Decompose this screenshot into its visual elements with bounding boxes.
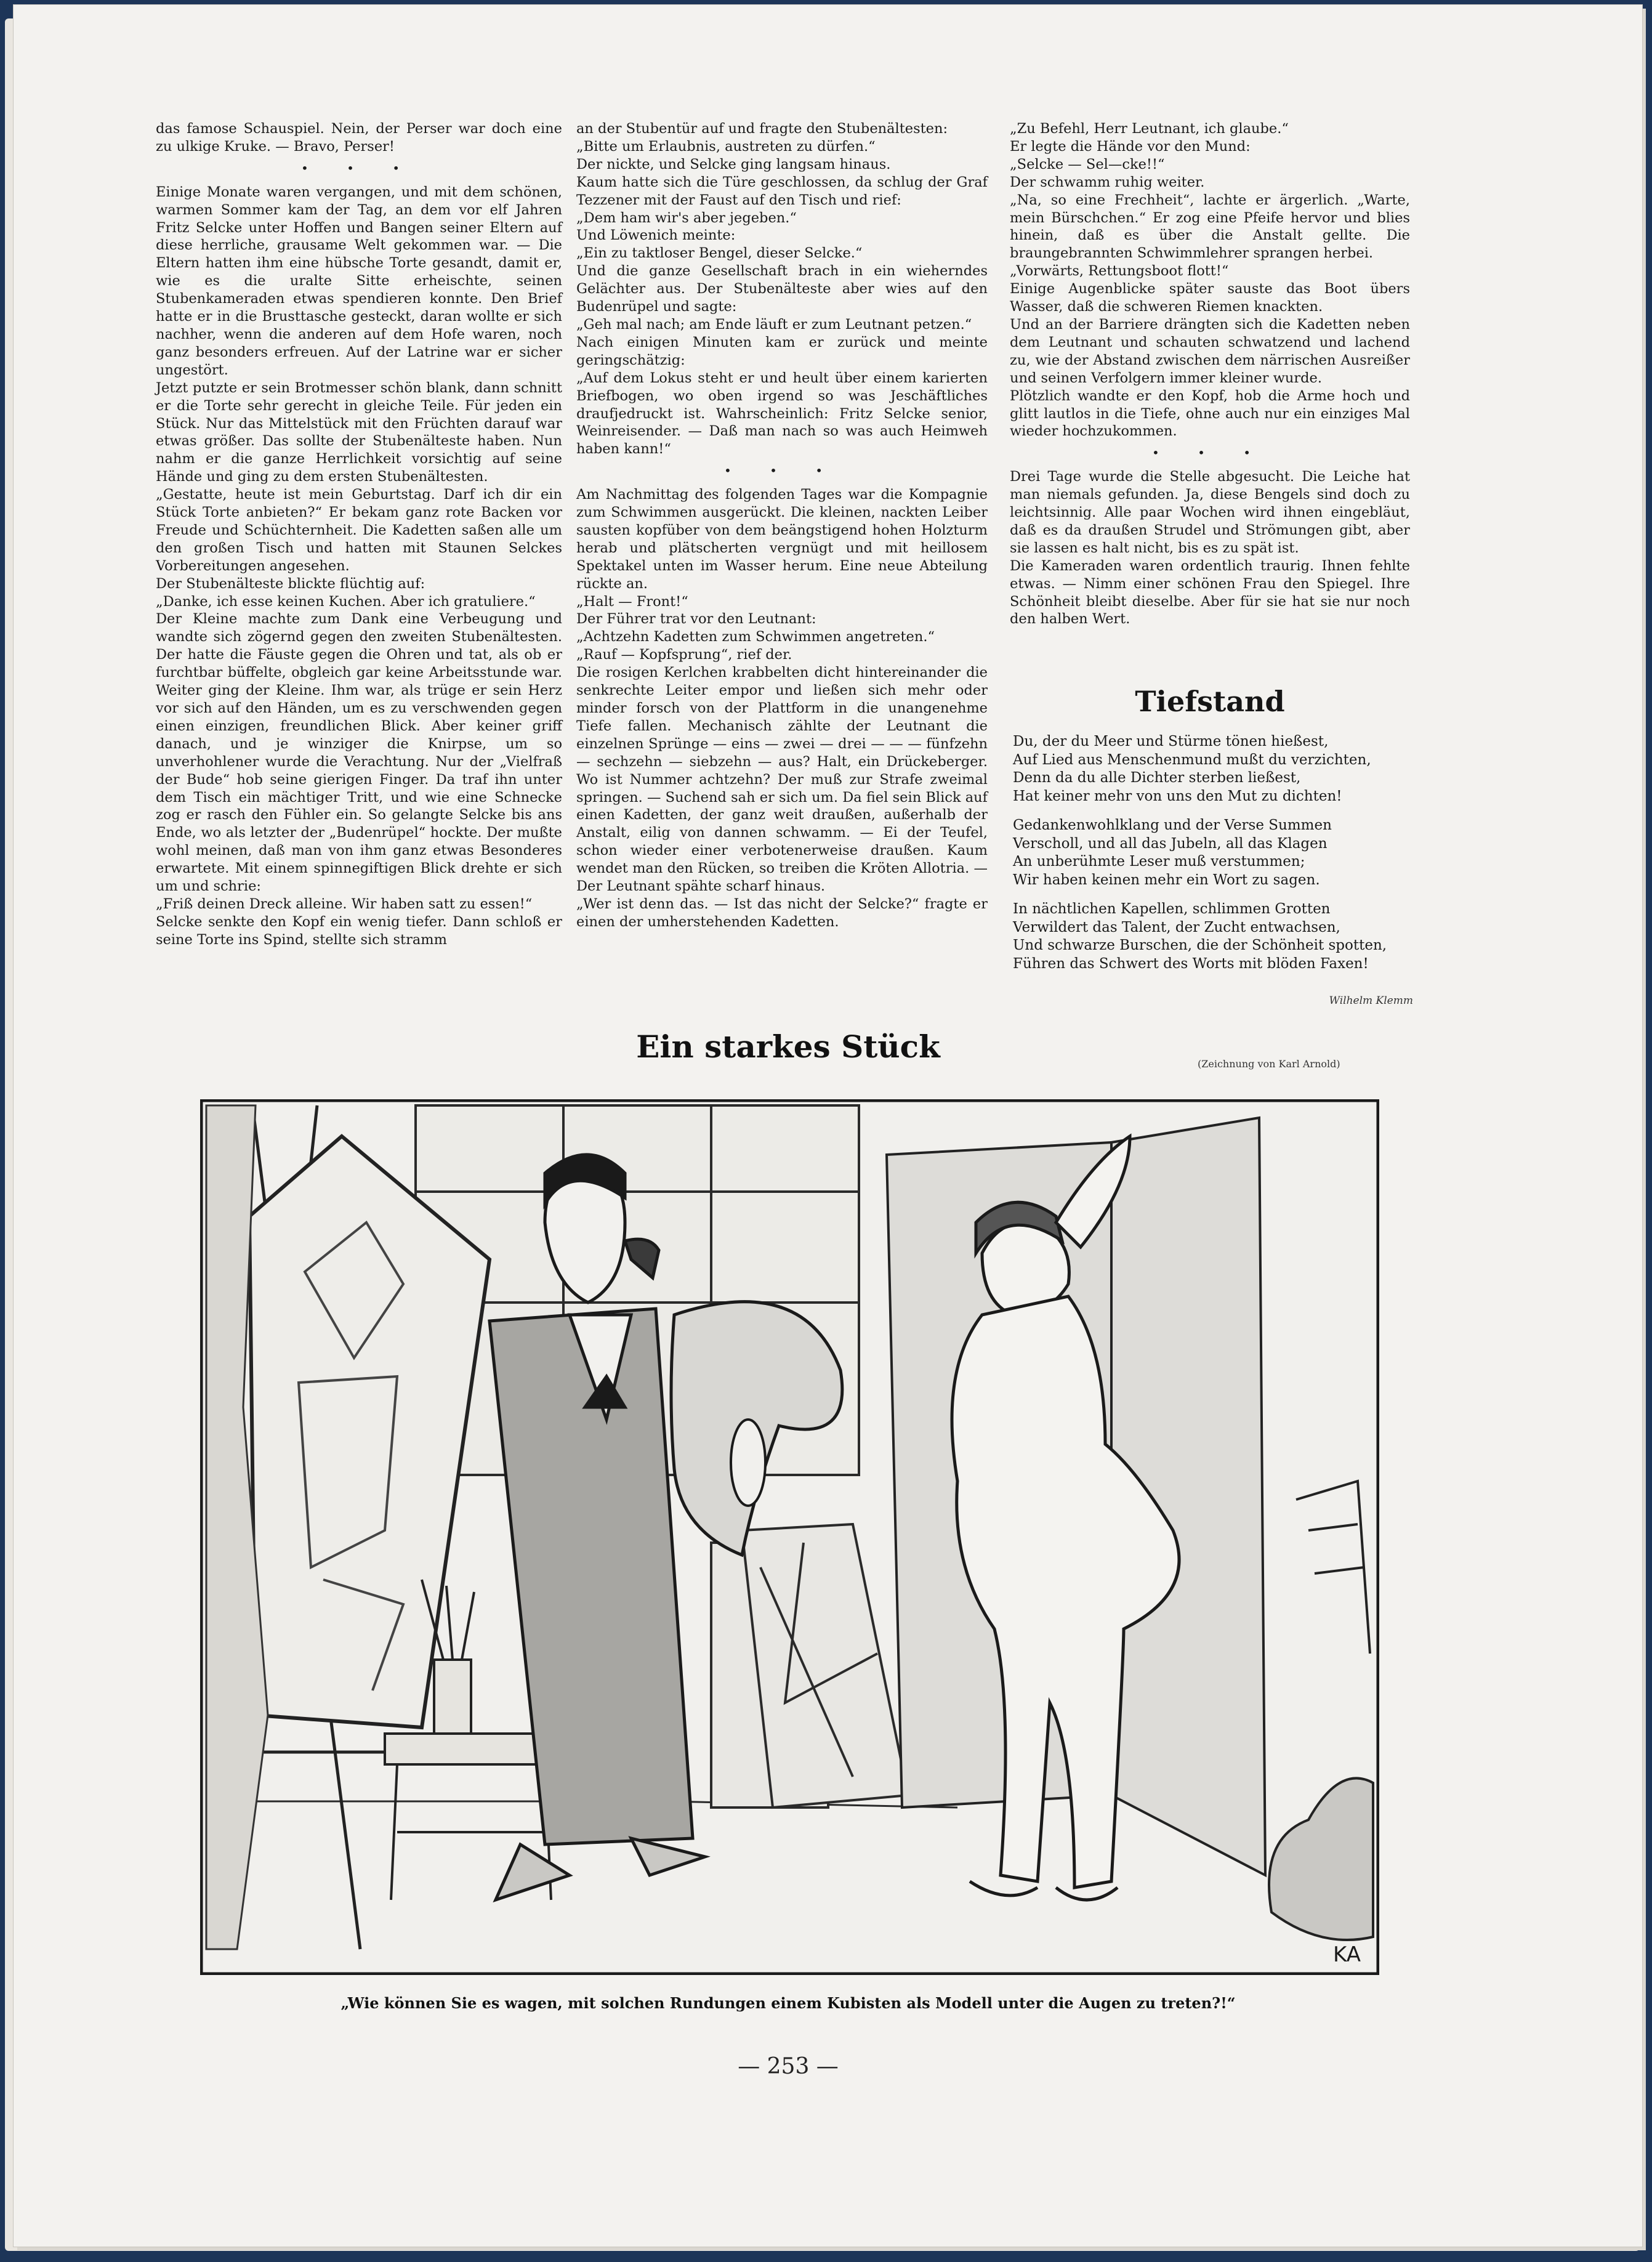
paragraph: Und an der Barriere drängten sich die Kadetten neben dem Leutnant und schauten schwatzend und lachend zu, wie der Abstand zwischen dem närrischen Ausreißer und seinen Verfolgern immer kleiner wurde.: [1010, 316, 1410, 386]
paragraph: Jetzt putzte er sein Brotmesser schön blank, dann schnitt er die Torte sehr gerecht in gleiche Teile. Für jeden ein Stück. Nur das Mittelstück mit den Früchten darauf war etwas größer. Das sollte der Stubenälteste haben. Nun nahm er die ganze Herrlichkeit vorsichtig auf seine Hände und ging zu dem ersten Stubenältesten.: [156, 379, 562, 485]
paragraph: das famose Schauspiel. Nein, der Perser war doch eine zu ulkige Kruke. — Bravo, Perser!: [156, 121, 562, 155]
poem-line: Führen das Schwert des Worts mit blöden Faxen!: [1013, 955, 1369, 972]
paragraph: Drei Tage wurde die Stelle abgesucht. Die Leiche hat man niemals gefunden. Ja, diese Bengels sind doch zu leichtsinnig. Alle paar Wochen wird ihnen eingebläut, daß es da draußen Strudel und Strömungen gibt, aber sie lassen es halt nicht, bis es zu spät ist.: [1010, 469, 1410, 556]
cartoon-illustration: [200, 1099, 1379, 1975]
paragraph: Einige Monate waren vergangen, und mit dem schönen, warmen Sommer kam der Tag, an dem vor elf Jahren Fritz Selcke unter Hoffen und Bangen seiner Eltern auf diese herrliche, grausame Welt gekommen war. — Die Eltern hatten ihm eine hübsche Torte gesandt, damit er, wie es die uralte Sitte erheischte, seinen Stubenkameraden etwas spendieren konnte. Den Brief hatte er in die Brusttasche gesteckt, daran wollte er sich nachher, wenn die anderen auf dem Hofe waren, noch ganz besonders erfreuen. Auf der Latrine war er sicher ungestört.: [156, 184, 562, 378]
paragraph: Die Kameraden waren ordentlich traurig. Ihnen fehlte etwas. — Nimm einer schönen Frau den Spiegel. Ihre Schönheit bleibt dieselbe. Aber für sie hat sie nur noch den halben Wert.: [1010, 557, 1410, 628]
poem: [1013, 733, 1412, 984]
poem-line: Wir haben keinen mehr ein Wort zu sagen.: [1013, 871, 1320, 888]
paragraph: „Achtzehn Kadetten zum Schwimmen angetreten.“: [576, 629, 935, 645]
paragraph: Der nickte, und Selcke ging langsam hinaus.: [576, 156, 891, 172]
cartoon-title: Ein starkes Stück: [636, 1028, 940, 1065]
paragraph: Der Führer trat vor den Leutnant:: [576, 611, 816, 628]
paragraph: „Halt — Front!“: [576, 593, 688, 610]
paragraph: „Danke, ich esse keinen Kuchen. Aber ich gratuliere.“: [156, 593, 536, 610]
poem-line: Verwildert das Talent, der Zucht entwachsen,: [1013, 919, 1340, 935]
paragraph: Der Kleine machte zum Dank eine Verbeugung und wandte sich zögernd gegen den zweiten Stubenältesten. Der hatte die Fäuste gegen die Ohren und tat, als ob er furchtbar büffelte, obgleich gar keine Arbeitsstunde war. Weiter ging der Kleine. Ihm war, als trüge er sein Herz vor sich auf den Händen, um es zu verschwenden gegen einen einzigen, freundlichen Blick. Aber keiner griff danach, und je winziger die Knirpse, um so unverhohlener wurde die Verachtung. Nur der „Vielfraß der Bude“ hob seine gierigen Finger. Da traf ihn unter dem Tisch ein mächtiger Tritt, und wie eine Schnecke zog er rasch den Fühler ein. So gelangte Selcke bis ans Ende, wo als letzter der „Budenrüpel“ hockte. Der mußte wohl meinen, daß man von ihm ganz etwas Besonderes erwartete. Mit einem spinnegiftigen Blick drehte er sich um und schrie:: [156, 611, 562, 895]
poem-line: In nächtlichen Kapellen, schlimmen Grotten: [1013, 901, 1331, 917]
poem-line: Verscholl, und all das Jubeln, all das Klagen: [1013, 835, 1328, 852]
paragraph: Und die ganze Gesellschaft brach in ein wieherndes Gelächter aus. Der Stubenälteste aber wies auf den Budenrüpel und sagte:: [576, 263, 988, 315]
artist-signature: KA: [1333, 1942, 1361, 1967]
paragraph: „Ein zu taktloser Bengel, dieser Selcke.“: [576, 245, 863, 262]
paragraph: „Rauf — Kopfsprung“, rief der.: [576, 647, 792, 663]
paragraph: „Vorwärts, Rettungsboot flott!“: [1010, 263, 1229, 280]
poem-line: Und schwarze Burschen, die der Schönheit spotten,: [1013, 937, 1387, 953]
cartoon-credit: (Zeichnung von Karl Arnold): [1198, 1058, 1340, 1070]
text-column-3: [1010, 120, 1410, 628]
paragraph: Und Löwenich meinte:: [576, 227, 736, 244]
poem-line: Hat keiner mehr von uns den Mut zu dichten!: [1013, 788, 1342, 804]
paragraph: „Bitte um Erlaubnis, austreten zu dürfen.“: [576, 138, 876, 155]
paragraph: „Zu Befehl, Herr Leutnant, ich glaube.“: [1010, 121, 1289, 137]
poem-title: Tiefstand: [1135, 685, 1285, 718]
page-number: — 253 —: [738, 2054, 839, 2079]
poem-line: An unberühmte Leser muß verstummen;: [1013, 854, 1305, 870]
poem-stanza: [1013, 733, 1412, 806]
paragraph: Kaum hatte sich die Türe geschlossen, da schlug der Graf Tezzener mit der Faust auf den Tisch und rief:: [576, 174, 988, 208]
poem-stanza: [1013, 817, 1412, 889]
paragraph: „Wer ist denn das. — Ist das nicht der Selcke?“ fragte er einen der umherstehenden Kadetten.: [576, 895, 988, 930]
paragraph: Er legte die Hände vor den Mund:: [1010, 138, 1251, 155]
paragraph: Der schwamm ruhig weiter.: [1010, 174, 1205, 190]
section-separator: • • •: [723, 463, 840, 479]
paragraph: „Auf dem Lokus steht er und heult über einem karierten Briefbogen, wo oben irgend so was Jeschäftliches draufjedruckt ist. Wahrscheinlich: Fritz Selcke senior, Weinreisender. — Daß man nach so was auch Heimweh haben kann!“: [576, 370, 988, 458]
paragraph: „Friß deinen Dreck alleine. Wir haben satt zu essen!“: [156, 895, 533, 912]
paragraph: Einige Augenblicke später sauste das Boot übers Wasser, daß die schweren Riemen knackten.: [1010, 281, 1410, 315]
cartoon-caption: „Wie können Sie es wagen, mit solchen Rundungen einem Kubisten als Modell unter die Augen zu treten?!“: [340, 1994, 1236, 2012]
poem-line: Denn da du alle Dichter sterben ließest,: [1013, 770, 1301, 786]
poem-line: Auf Lied aus Menschenmund mußt du verzichten,: [1013, 751, 1371, 768]
paragraph: „Selcke — Sel—cke!!“: [1010, 156, 1165, 172]
paragraph: Die rosigen Kerlchen krabbelten dicht hintereinander die senkrechte Leiter empor und ließen sich mehr oder minder forsch von der Plattform in die unangenehme Tiefe fallen. Mechanisch zählte der Leutnant die einzelnen Sprünge — eins — zwei — drei — — — fünfzehn — sechzehn — siebzehn — aus? Halt, ein Drückeberger. Wo ist Nummer achtzehn? Der muß zur Strafe zweimal springen. — Suchend sah er sich um. Da fiel sein Blick auf einen Kadetten, der ganz weit draußen, außerhalb der Anstalt, eilig von dannen schwamm. — Ei der Teufel, schon wieder einer verbotenerweise draußen. Kaum wendet man den Rücken, so treiben die Kröten Allotria. — Der Leutnant spähte scharf hinaus.: [576, 664, 988, 895]
paragraph: an der Stubentür auf und fragte den Stubenältesten:: [576, 121, 948, 137]
poem-line: Gedankenwohlklang und der Verse Summen: [1013, 817, 1332, 833]
text-column-2: [576, 120, 988, 931]
paragraph: Der Stubenälteste blickte flüchtig auf:: [156, 575, 425, 592]
poem-stanza: [1013, 900, 1412, 973]
section-separator: • • •: [300, 160, 417, 176]
text-column-1: [156, 120, 562, 949]
paragraph: Selcke senkte den Kopf ein wenig tiefer. Dann schloß er seine Torte ins Spind, stellte sich stramm: [156, 913, 562, 948]
paragraph: „Gestatte, heute ist mein Geburtstag. Darf ich dir ein Stück Torte anbieten?“ Er bekam ganz rote Backen vor Freude und Schüchternheit. Die Kadetten saßen alle um den großen Tisch und hatten mit Staunen Selckes Vorbereitungen angesehen.: [156, 487, 562, 574]
paragraph: „Geh mal nach; am Ende läuft er zum Leutnant petzen.“: [576, 316, 972, 333]
paragraph: „Dem ham wir's aber jegeben.“: [576, 209, 797, 226]
poem-line: Du, der du Meer und Stürme tönen hießest,: [1013, 733, 1329, 749]
paragraph: Plötzlich wandte er den Kopf, hob die Arme hoch und glitt lautlos in die Tiefe, ohne auch nur ein einziges Mal wieder hochzukommen.: [1010, 387, 1410, 440]
paragraph: „Na, so eine Frechheit“, lachte er ärgerlich. „Warte, mein Bürschchen.“ Er zog eine Pfeife hervor und blies hinein, daß es über die Anstalt gellte. Die braungebrannten Schwimmlehrer sprangen herbei.: [1010, 192, 1410, 262]
paragraph: Nach einigen Minuten kam er zurück und meinte geringschätzig:: [576, 334, 988, 368]
section-separator: • • •: [1151, 445, 1268, 461]
paragraph: Am Nachmittag des folgenden Tages war die Kompagnie zum Schwimmen ausgerückt. Die kleinen, nackten Leiber sausten kopfüber von dem beängstigend hohen Holzturm herab und plätscherten vergnügt und mit heillosem Spektakel unten im Wasser herum. Eine neue Abteilung rückte an.: [576, 487, 988, 592]
poem-author: Wilhelm Klemm: [1329, 995, 1413, 1007]
